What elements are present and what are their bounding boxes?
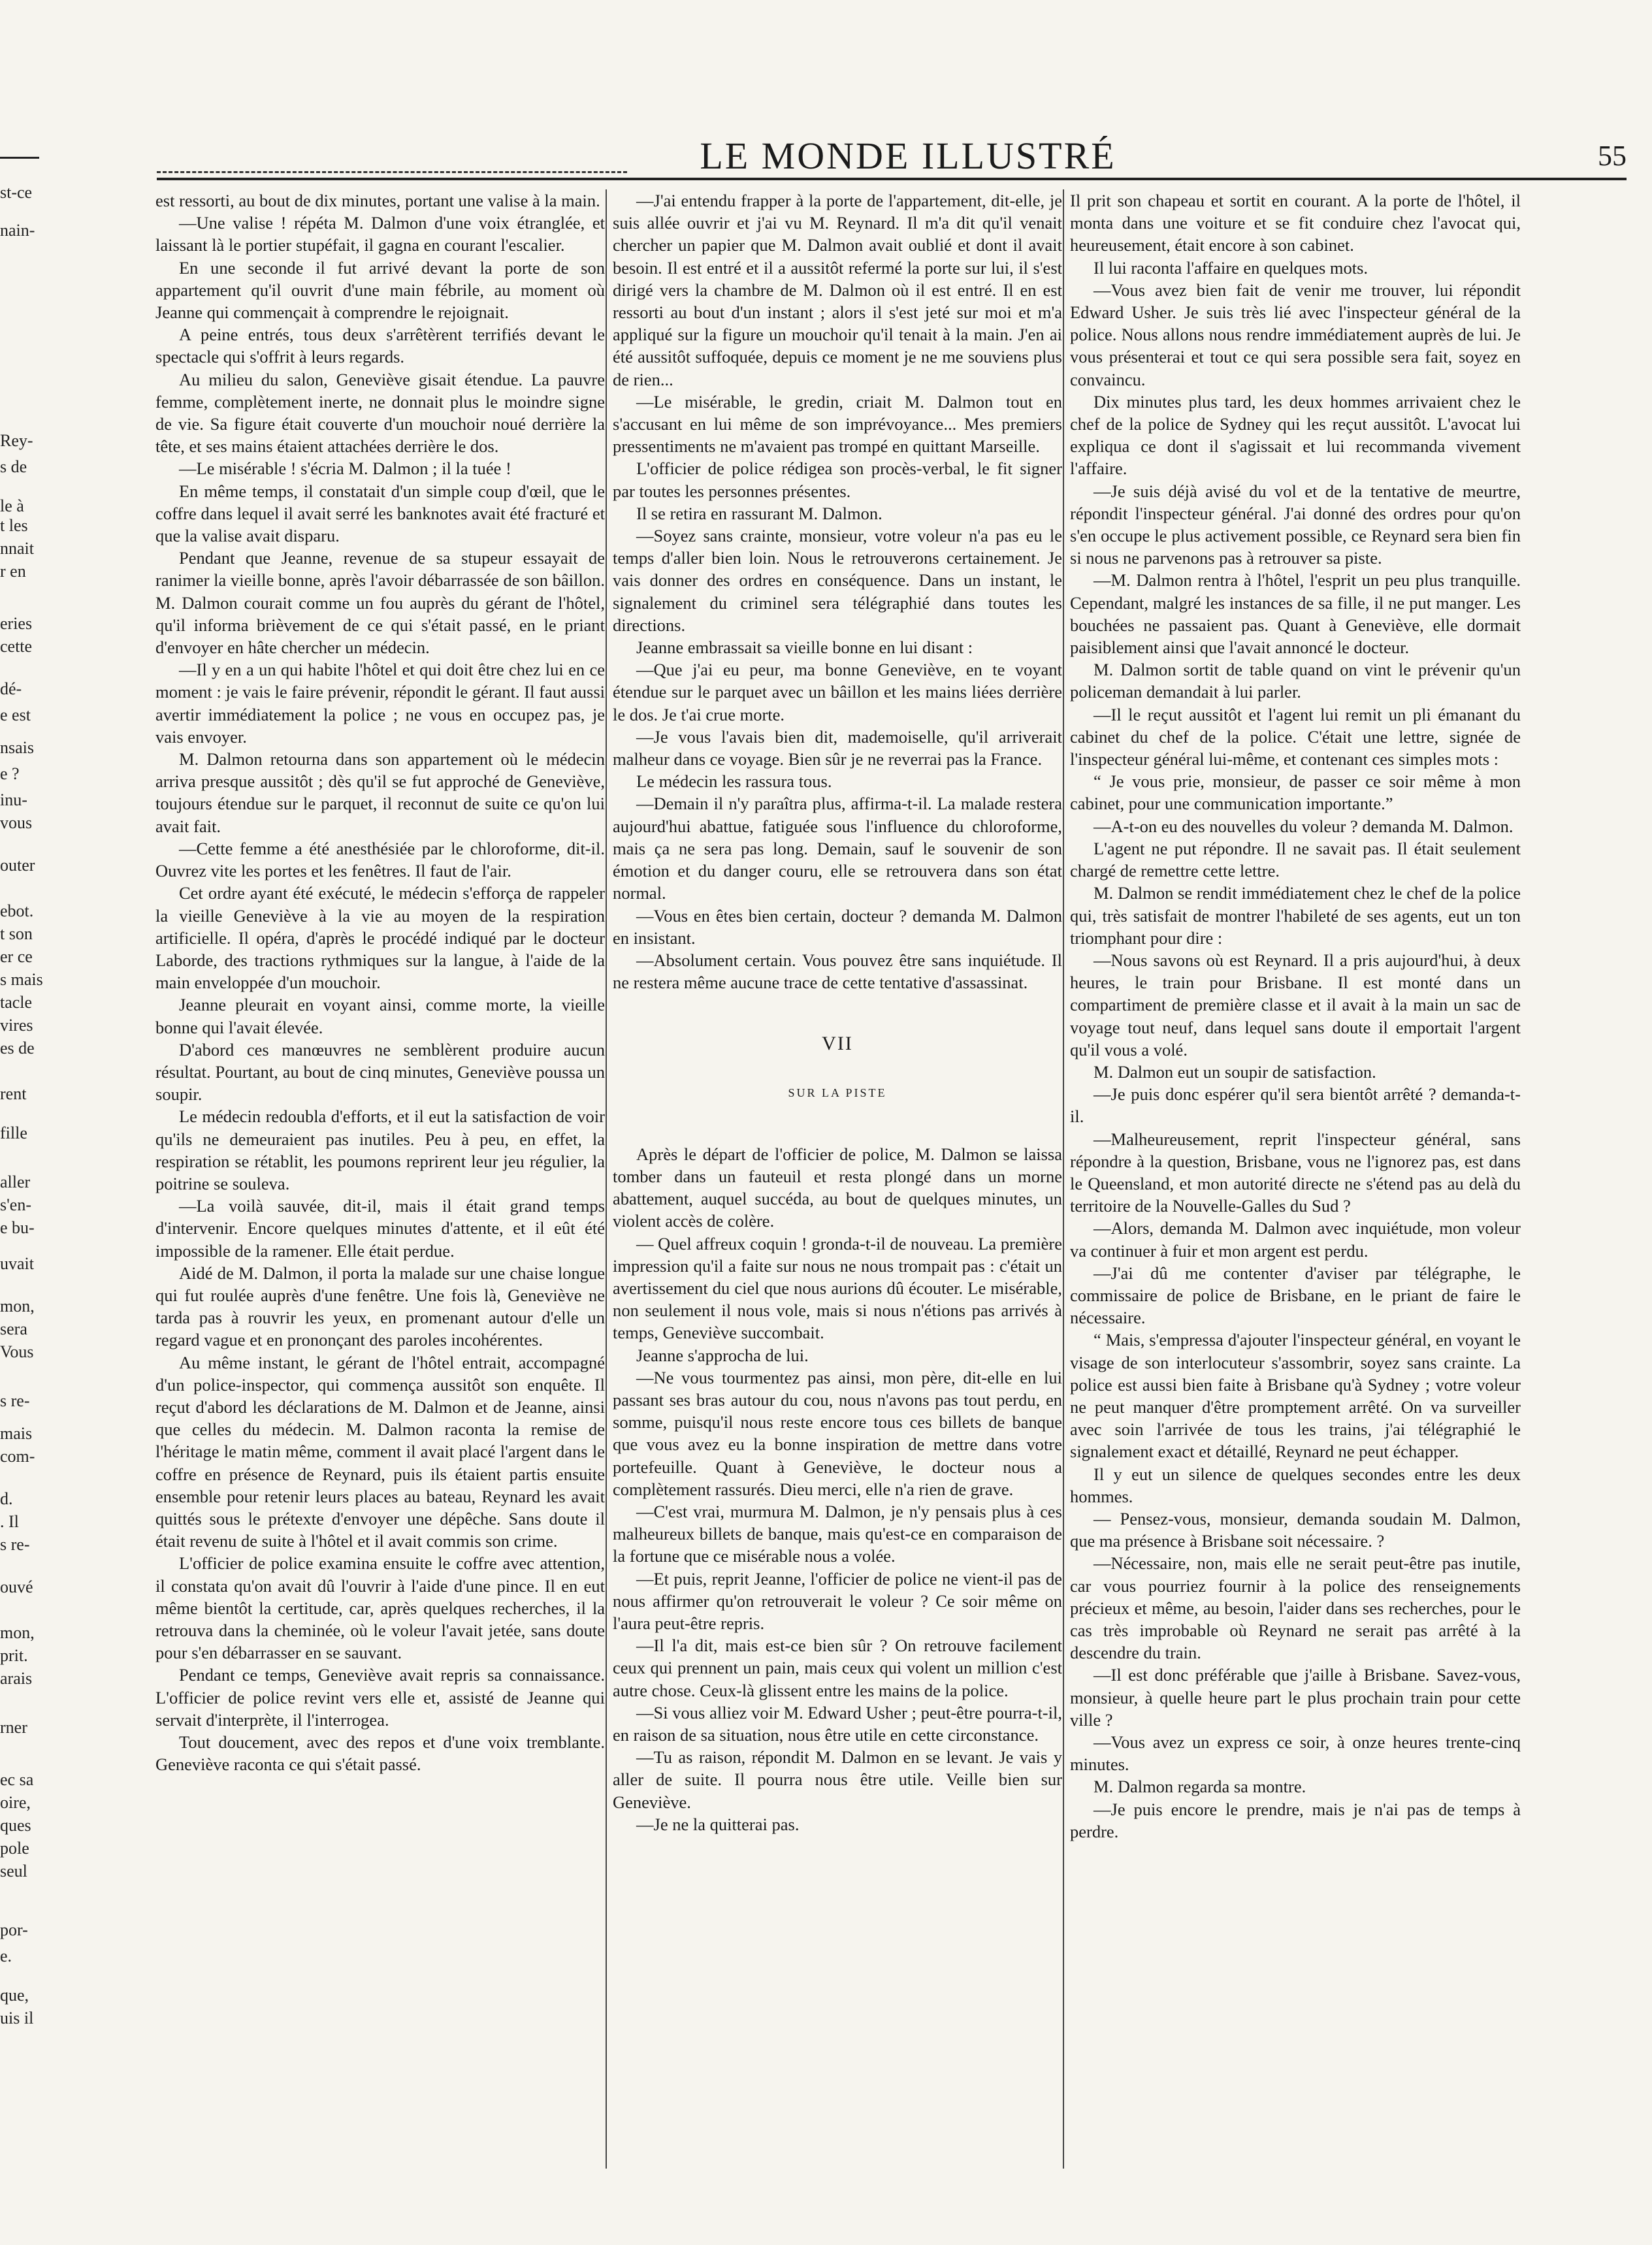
margin-fragment: nain- bbox=[0, 221, 35, 240]
paragraph: M. Dalmon sortit de table quand on vint le prévenir qu'un policeman demandait à lui parler. bbox=[1070, 660, 1521, 702]
paragraph: Il se retira en rassurant M. Dalmon. bbox=[636, 503, 883, 523]
margin-fragment: mon, bbox=[0, 1623, 35, 1642]
paragraph: —Je puis donc espérer qu'il sera bientôt arrêté ? demanda-t-il. bbox=[1070, 1084, 1521, 1127]
margin-fragment: nnait bbox=[0, 539, 34, 558]
paragraph: M. Dalmon eut un soupir de satisfaction. bbox=[1093, 1061, 1376, 1082]
paragraph: Il lui raconta l'affaire en quelques mots. bbox=[1093, 257, 1369, 278]
paragraph: —Alors, demanda M. Dalmon avec inquiétude, mon voleur va continuer à fuir et mon argent est perdu. bbox=[1070, 1218, 1521, 1261]
paragraph: Dix minutes plus tard, les deux hommes arrivaient chez le chef de la police de Sydney qui les reçut aussitôt. L'avocat lui expliqua ce dont il s'agissait et lui recommanda vivement l'affaire. bbox=[1070, 391, 1521, 479]
paragraph: Le médecin redoubla d'efforts, et il eut la satisfaction de voir qu'ils ne demeuraient pas inutiles. Peu à peu, en effet, la respiration se rétablit, les poumons reprirent leur jeu régulier, la poitrine se souleva. bbox=[155, 1106, 605, 1193]
paragraph: —Le misérable ! s'écria M. Dalmon ; il la tuée ! bbox=[179, 459, 511, 479]
text-column-1 bbox=[155, 189, 605, 1775]
paragraph: Cet ordre ayant été exécuté, le médecin s'efforça de rappeler la vieille Geneviève à la vie au moyen de la respiration artificielle. Il opéra, d'après le procédé indiqué par le docteur Laborde, des tractions rythmiques sur la langue, à l'aide de la main enveloppée d'un mouchoir. bbox=[155, 883, 605, 993]
paragraph: — Quel affreux coquin ! gronda-t-il de nouveau. La première impression qu'il a faite sur nous ne nous trompait pas : c'était un avertissement du ciel que nous aurions dû écouter. Le misérable, non seulement il nous vole, mais si nous n'étions pas arrivés à temps, Geneviève succombait. bbox=[613, 1233, 1062, 1343]
paragraph: —Je vous l'avais bien dit, mademoiselle, qu'il arriverait malheur dans ce voyage. Bien sûr je ne reverrai pas la France. bbox=[613, 726, 1062, 769]
margin-fragment: seul bbox=[0, 1862, 27, 1881]
paragraph: —Malheureusement, reprit l'inspecteur général, sans répondre à la question, Brisbane, vous ne l'ignorez pas, est dans le Queensland, et mon autorité directe ne s'étend pas au delà du territoire de la Nouvelle-Galles du Sud ? bbox=[1070, 1129, 1521, 1216]
margin-fragment: ec sa bbox=[0, 1770, 34, 1789]
paragraph: M. Dalmon se rendit immédiatement chez le chef de la police qui, très satisfait de montrer l'habileté de ses agents, eut un ton triomphant pour dire : bbox=[1070, 883, 1521, 948]
paragraph: —Tu as raison, répondit M. Dalmon en se levant. Je vais y aller de suite. Il pourra nous être utile. Veille bien sur Geneviève. bbox=[613, 1747, 1062, 1812]
paragraph: M. Dalmon retourna dans son appartement où le médecin arriva presque aussitôt ; dès qu'il se fut approché de Geneviève, toujours étendue sur le parquet, il reconnut de suite ce qu'on lui avait fait. bbox=[155, 749, 605, 836]
margin-fragment: . Il bbox=[0, 1512, 19, 1531]
paragraph: L'agent ne put répondre. Il ne savait pas. Il était seulement chargé de remettre cette lettre. bbox=[1070, 838, 1521, 881]
margin-fragment: eries bbox=[0, 614, 33, 633]
paragraph: —Que j'ai eu peur, ma bonne Geneviève, en te voyant étendue sur le parquet avec un bâillon et les mains liées derrière le dos. Je t'ai crue morte. bbox=[613, 660, 1062, 724]
margin-fragment: nsais bbox=[0, 738, 34, 757]
paragraph: —J'ai dû me contenter d'aviser par télégraphe, le commissaire de police de Brisbane, en le priant de faire le nécessaire. bbox=[1070, 1263, 1521, 1328]
margin-fragment: uvait bbox=[0, 1254, 34, 1273]
margin-fragment: e est bbox=[0, 705, 31, 724]
paragraph: —Ne vous tourmentez pas ainsi, mon père, dit-elle en lui passant ses bras autour du cou, nous n'avons pas tout perdu, en somme, puisqu'il nous reste encore tous ces billets de banque que vous avez eu la bonne inspiration de mettre dans votre portefeuille. Quant à Geneviève, le docteur nous a complètement rassurés. Dieu merci, elle n'a rien de grave. bbox=[613, 1367, 1062, 1499]
page-edge-mark bbox=[0, 157, 39, 159]
paragraph: est ressorti, au bout de dix minutes, portant une valise à la main. bbox=[155, 191, 600, 210]
margin-fragment: mon, bbox=[0, 1297, 35, 1316]
page-number: 55 bbox=[1598, 140, 1627, 172]
margin-fragment: s de bbox=[0, 457, 27, 476]
margin-fragment: oire, bbox=[0, 1793, 31, 1812]
margin-fragment: mais bbox=[0, 1424, 33, 1443]
paragraph: “ Je vous prie, monsieur, de passer ce soir même à mon cabinet, pour une communication importante.” bbox=[1070, 771, 1521, 814]
column-divider bbox=[606, 189, 607, 2169]
paragraph: —Cette femme a été anesthésiée par le chloroforme, dit-il. Ouvrez vite les portes et les fenêtres. Il faut de l'air. bbox=[155, 838, 605, 881]
margin-fragment: que, bbox=[0, 1986, 29, 2005]
text-column-2 bbox=[613, 189, 1062, 1835]
paragraph: L'officier de police rédigea son procès-verbal, le fit signer par toutes les personnes présentes. bbox=[613, 459, 1062, 501]
paragraph: —M. Dalmon rentra à l'hôtel, l'esprit un peu plus tranquille. Cependant, malgré les instances de sa fille, il ne put manger. Les bouchées ne passaient pas. Quant à Geneviève, elle dormait paisiblement ainsi que l'avait annoncé le docteur. bbox=[1070, 570, 1521, 658]
margin-fragment: vous bbox=[0, 813, 33, 832]
margin-fragment: ouvé bbox=[0, 1577, 33, 1596]
margin-fragment: sera bbox=[0, 1319, 27, 1338]
paragraph: Au milieu du salon, Geneviève gisait étendue. La pauvre femme, complètement inerte, ne donnait plus le moindre signe de vie. Sa figure était couverte d'un mouchoir noué derrière la tête, et ses mains étaient attachées derrière le dos. bbox=[155, 369, 605, 457]
margin-fragment: arais bbox=[0, 1669, 33, 1688]
margin-fragment: tacle bbox=[0, 993, 33, 1012]
margin-fragment: prit. bbox=[0, 1646, 28, 1665]
column-divider bbox=[1063, 189, 1064, 2169]
margin-fragment: d. bbox=[0, 1489, 13, 1508]
chapter-title: SUR LA PISTE bbox=[788, 1086, 887, 1099]
paragraph: Le médecin les rassura tous. bbox=[636, 771, 832, 792]
paragraph: —Et puis, reprit Jeanne, l'officier de police ne vient-il pas de nous affirmer qu'on retrouverait le voleur ? Ce soir même on l'aura peut-être repris. bbox=[613, 1568, 1062, 1633]
margin-fragment: vires bbox=[0, 1016, 33, 1035]
paragraph: Il y eut un silence de quelques secondes entre les deux hommes. bbox=[1070, 1464, 1521, 1506]
paragraph: Pendant que Jeanne, revenue de sa stupeur essayait de ranimer la vieille bonne, après l'avoir débarrassée de son bâillon. M. Dalmon courait comme un fou auprès du gérant de l'hôtel, qu'il informa brièvement de ce qui s'était passé, en le priant d'envoyer en hâte chercher un médecin. bbox=[155, 548, 605, 658]
paragraph: —Il est donc préférable que j'aille à Brisbane. Savez-vous, monsieur, à quelle heure part le plus prochain train pour cette ville ? bbox=[1070, 1665, 1521, 1730]
text-column-3 bbox=[1070, 189, 1521, 1843]
paragraph: A peine entrés, tous deux s'arrêtèrent terrifiés devant le spectacle qui s'offrit à leurs regards. bbox=[155, 325, 605, 367]
paragraph: —Nous savons où est Reynard. Il a pris aujourd'hui, à deux heures, le train pour Brisbane. Il est monté dans un compartiment de première classe et il avait à la main un sac de voyage tout neuf, dans lequel sans doute il emportait l'argent qu'il vous a volé. bbox=[1070, 950, 1521, 1059]
paragraph: —Absolument certain. Vous pouvez être sans inquiétude. Il ne restera même aucune trace de cette tentative d'assassinat. bbox=[613, 950, 1062, 993]
margin-fragment: s mais bbox=[0, 970, 43, 989]
header-rule bbox=[157, 178, 1627, 180]
margin-fragment: outer bbox=[0, 856, 35, 875]
paragraph: —Si vous alliez voir M. Edward Usher ; peut-être pourra-t-il, en raison de sa situation, nous être utile en cette circonstance. bbox=[613, 1702, 1062, 1745]
paragraph: —Demain il n'y paraîtra plus, affirma-t-il. La malade restera aujourd'hui abattue, fatiguée sous l'influence du chloroforme, mais ça ne sera pas long. Demain, sauf le souvenir de son émotion et du danger couru, elle se retrouvera dans son état normal. bbox=[613, 794, 1062, 903]
paragraph: —Il y en a un qui habite l'hôtel et qui doit être chez lui en ce moment : je vais le faire prévenir, répondit le gérant. Il faut aussi avertir immédiatement la police ; ne vous en occupez pas, je vais envoyer. bbox=[155, 660, 605, 747]
paragraph: —J'ai entendu frapper à la porte de l'appartement, dit-elle, je suis allée ouvrir et j'ai vu M. Reynard. Il m'a dit qu'il venait chercher un papier que M. Dalmon avait oublié et dont il avait besoin. Il est entré et il a aussitôt refermé la porte sur lui, il s'est dirigé vers la chambre de M. Dalmon où il est entré. Il en est ressorti au bout d'un instant ; alors il s'est jeté sur moi et m'a appliqué sur la figure un mouchoir qu'il tenait à la main. J'en ai été aussitôt suffoquée, depuis ce moment je ne me souviens plus de rien... bbox=[613, 191, 1062, 389]
paragraph: Jeanne pleurait en voyant ainsi, comme morte, la vieille bonne qui l'avait élevée. bbox=[155, 995, 605, 1037]
paragraph: —Il le reçut aussitôt et l'agent lui remit un pli émanant du cabinet du chef de la police. C'était une lettre, signée de l'inspecteur général lui-même, et contenant ces simples mots : bbox=[1070, 704, 1521, 769]
margin-fragment: Vous bbox=[0, 1342, 34, 1361]
column-2-lower-text bbox=[613, 1143, 1062, 1835]
adjacent-page-bleed bbox=[0, 183, 52, 2208]
margin-fragment: por- bbox=[0, 1920, 28, 1939]
paragraph: —Vous en êtes bien certain, docteur ? demanda M. Dalmon en insistant. bbox=[613, 905, 1062, 948]
margin-fragment: rent bbox=[0, 1084, 27, 1103]
paragraph: —Je ne la quitterai pas. bbox=[636, 1814, 800, 1834]
chapter-number: VII bbox=[822, 1033, 853, 1055]
margin-fragment: ques bbox=[0, 1816, 31, 1835]
margin-fragment: es de bbox=[0, 1039, 35, 1058]
paragraph: —Une valise ! répéta M. Dalmon d'une voix étranglée, et laissant là le portier stupéfait, il gagna en courant l'escalier. bbox=[155, 213, 605, 255]
margin-fragment: pole bbox=[0, 1839, 29, 1858]
masthead-title: LE MONDE ILLUSTRÉ bbox=[700, 135, 1116, 177]
paragraph: M. Dalmon regarda sa montre. bbox=[1093, 1777, 1306, 1797]
margin-fragment: e bu- bbox=[0, 1218, 35, 1237]
margin-fragment: fille bbox=[0, 1123, 27, 1142]
margin-fragment: cette bbox=[0, 637, 33, 656]
paragraph: En une seconde il fut arrivé devant la porte de son appartement qu'il ouvrit d'une main fébrile, au moment où Jeanne qui commençait à comprendre le rejoignait. bbox=[155, 257, 605, 323]
paragraph: Pendant ce temps, Geneviève avait repris sa connaissance. L'officier de police revint vers elle et, assisté de Jeanne qui servait d'interprète, il l'interrogea. bbox=[155, 1665, 605, 1730]
paragraph: D'abord ces manœuvres ne semblèrent produire aucun résultat. Pourtant, au bout de cinq minutes, Geneviève poussa un soupir. bbox=[155, 1039, 605, 1105]
margin-fragment: dé- bbox=[0, 679, 22, 698]
paragraph: —A-t-on eu des nouvelles du voleur ? demanda M. Dalmon. bbox=[1093, 816, 1514, 836]
paragraph: —La voilà sauvée, dit-il, mais il était grand temps d'intervenir. Encore quelques minutes d'attente, et il eût été impossible de la ramener. Elle était perdue. bbox=[155, 1196, 605, 1261]
paragraph: Aidé de M. Dalmon, il porta la malade sur une chaise longue qui fut roulée auprès d'une fenêtre. Une fois là, Geneviève ne tarda pas à rouvrir les yeux, en promenant autour d'elle un regard vague et en prononçant des paroles incohérentes. bbox=[155, 1263, 605, 1350]
paragraph: En même temps, il constatait d'un simple coup d'œil, que le coffre dans lequel il avait serré les banknotes avait été fracturé et que la valise avait disparu. bbox=[155, 481, 605, 546]
paragraph: Au même instant, le gérant de l'hôtel entrait, accompagné d'un police-inspector, qui commença aussitôt son enquête. Il reçut d'abord les déclarations de M. Dalmon et de Jeanne, ainsi que celles du médecin. M. Dalmon raconta la remise de l'héritage le matin même, comment il avait placé l'argent dans le coffre en présence de Reynard, puis ils étaient partis ensuite ensemble pour retenir leurs places au bateau, Reynard les avait quittés sous le prétexte d'envoyer une dépêche. Sans doute il était revenu de suite à l'hôtel et il avait commis son crime. bbox=[155, 1352, 605, 1551]
margin-fragment: t les bbox=[0, 516, 28, 535]
margin-fragment: ebot. bbox=[0, 901, 34, 920]
paragraph: —Il l'a dit, mais est-ce bien sûr ? On retrouve facilement ceux qui prennent un pain, mais ceux qui volent un million c'est autre chose. Ceux-là glissent entre les mains de la police. bbox=[613, 1636, 1062, 1700]
margin-fragment: inu- bbox=[0, 790, 27, 809]
paragraph: L'officier de police examina ensuite le coffre avec attention, il constata qu'on avait dû l'ouvrir à l'aide d'une pince. Il en eut même bientôt la certitude, car, après quelques recherches, il la retrouva dans la cheminée, où le voleur l'avait jetée, sans doute pour s'en débarrasser en se sauvant. bbox=[155, 1553, 605, 1663]
margin-fragment: e. bbox=[0, 1946, 12, 1965]
paragraph: “ Mais, s'empressa d'ajouter l'inspecteur général, en voyant le visage de son interlocuteur s'assombrir, soyez sans crainte. La police est aussi bien faite à Brisbane qu'à Sydney ; votre voleur ne peut manquer d'être promptement arrêté. On va surveiller avec soin l'arrivée de tous les trains, j'ai télégraphié le signalement exact et détaillé, Reynard ne peut échapper. bbox=[1070, 1330, 1521, 1462]
paragraph: Tout doucement, avec des repos et d'une voix tremblante. Geneviève raconta ce qui s'était passé. bbox=[155, 1732, 605, 1775]
paragraph: Il prit son chapeau et sortit en courant. A la porte de l'hôtel, il monta dans une voiture et se fit conduire chez l'avocat qui, heureusement, était encore à son cabinet. bbox=[1070, 191, 1521, 255]
paragraph: Jeanne embrassait sa vieille bonne en lui disant : bbox=[636, 638, 973, 658]
paragraph: —Je puis encore le prendre, mais je n'ai pas de temps à perdre. bbox=[1070, 1799, 1521, 1841]
margin-fragment: Rey- bbox=[0, 431, 33, 450]
margin-fragment: s'en- bbox=[0, 1195, 32, 1214]
paragraph: Jeanne s'approcha de lui. bbox=[636, 1345, 809, 1365]
margin-fragment: s re- bbox=[0, 1391, 30, 1410]
paragraph: —Le misérable, le gredin, criait M. Dalmon tout en s'accusant en lui même de son imprévoyance... Mes premiers pressentiments ne m'avaient pas trompé en quittant Marseille. bbox=[613, 391, 1062, 457]
margin-fragment: er ce bbox=[0, 947, 33, 966]
margin-fragment: uis il bbox=[0, 2009, 34, 2027]
margin-fragment: st-ce bbox=[0, 183, 33, 202]
header-dashed-rule bbox=[157, 171, 627, 173]
paragraph: —Vous avez bien fait de venir me trouver, lui répondit Edward Usher. Je suis très lié avec l'inspecteur général de la police. Nous allons nous rendre immédiatement auprès de lui. Je vous présenterai et tout ce qui sera possible sera fait, soyez en convaincu. bbox=[1070, 280, 1521, 389]
margin-fragment: rner bbox=[0, 1718, 27, 1737]
column-2-upper-text bbox=[613, 189, 1062, 993]
paragraph: —Je suis déjà avisé du vol et de la tentative de meurtre, répondit l'inspecteur général. J'ai donné des ordres pour qu'on s'en occupe le plus activement possible, ce Reynard sera bien fin si nous ne parvenons pas à retrouver sa piste. bbox=[1070, 481, 1521, 568]
margin-fragment: aller bbox=[0, 1172, 31, 1191]
paragraph: —Soyez sans crainte, monsieur, votre voleur n'a pas eu le temps d'aller bien loin. Nous le retrouverons certainement. Je vais donner des ordres en conséquence. Dans un instant, le signalement du criminel sera télégraphié dans toutes les directions. bbox=[613, 526, 1062, 635]
margin-fragment: r en bbox=[0, 562, 26, 581]
margin-fragment: e ? bbox=[0, 764, 20, 783]
paragraph: —Vous avez un express ce soir, à onze heures trente-cinq minutes. bbox=[1070, 1732, 1521, 1775]
margin-fragment: s re- bbox=[0, 1535, 30, 1554]
paragraph: — Pensez-vous, monsieur, demanda soudain M. Dalmon, que ma présence à Brisbane soit nécessaire. ? bbox=[1070, 1508, 1521, 1551]
paragraph: —Nécessaire, non, mais elle ne serait peut-être pas inutile, car vous pourriez fournir à la police des renseignements précieux et même, au besoin, l'aider dans ses recherches, pour le cas très improbable où Reynard ne serait pas arrêté à la descendre du train. bbox=[1070, 1553, 1521, 1663]
paragraph: Après le départ de l'officier de police, M. Dalmon se laissa tomber dans un fauteuil et resta plongé dans un morne abattement, auquel succéda, au bout de quelques minutes, un violent accès de colère. bbox=[613, 1144, 1062, 1231]
margin-fragment: t son bbox=[0, 924, 33, 943]
margin-fragment: com- bbox=[0, 1447, 35, 1466]
paragraph: —C'est vrai, murmura M. Dalmon, je n'y pensais plus à ces malheureux billets de banque, mais qu'est-ce en comparaison de la fortune que ce misérable nous a volée. bbox=[613, 1501, 1062, 1566]
margin-fragment: le à bbox=[0, 496, 24, 515]
